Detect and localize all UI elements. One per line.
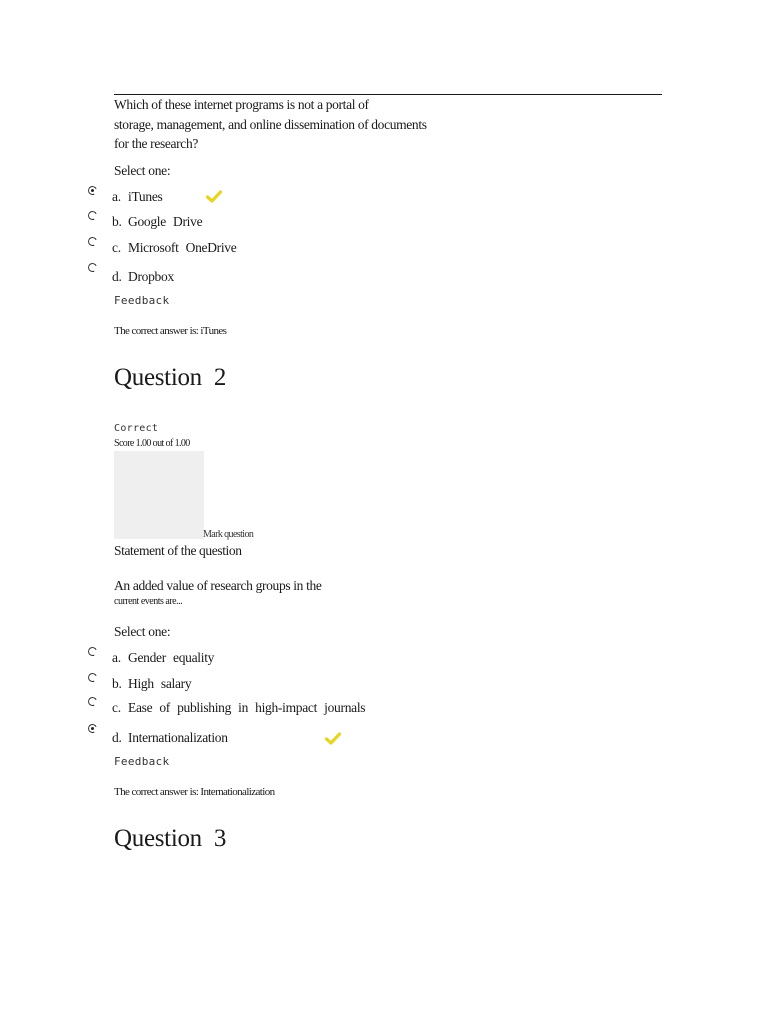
option-label: Dropbox (128, 269, 174, 284)
radio-unchecked-icon[interactable] (87, 210, 99, 222)
question-2-score: Score 1.00 out of 1.00 (114, 438, 190, 449)
correct-check-icon (325, 732, 341, 745)
option-letter: c. (112, 700, 121, 715)
correct-check-icon (206, 190, 222, 203)
question-2-option-c[interactable] (88, 700, 488, 720)
option-label: iTunes (128, 189, 163, 204)
radio-unchecked-icon[interactable] (87, 262, 99, 274)
question-2-option-b[interactable] (88, 676, 488, 696)
question-3-heading: Question 3 (114, 825, 227, 852)
radio-checked-icon[interactable] (87, 723, 99, 735)
question-1-select-one: Select one: (114, 163, 171, 178)
option-letter: b. (112, 676, 122, 691)
option-label: Ease of publishing in high-impact journals (128, 700, 366, 715)
question-2-correct-answer: The correct answer is: Internationalization (114, 786, 275, 798)
question-1-option-c[interactable] (88, 240, 488, 260)
option-label: Gender equality (128, 650, 215, 665)
question-2-statement-label: Statement of the question (114, 543, 242, 558)
option-label: Microsoft OneDrive (128, 240, 237, 255)
option-label: High salary (128, 676, 192, 691)
question-1-line-1: Which of these internet programs is not a portal of (114, 97, 369, 112)
question-1-option-b[interactable] (88, 214, 488, 234)
question-1-option-a[interactable] (88, 189, 488, 209)
mark-question-link[interactable]: Mark question (203, 529, 254, 540)
question-1-text (114, 95, 427, 154)
question-2-option-d[interactable] (88, 730, 488, 750)
option-letter: c. (112, 240, 121, 255)
question-1-feedback-label: Feedback (114, 294, 170, 307)
question-2-heading: Question 2 (114, 364, 227, 391)
radio-unchecked-icon[interactable] (87, 646, 99, 658)
question-2-select-one: Select one: (114, 624, 171, 639)
question-1-correct-answer: The correct answer is: iTunes (114, 325, 227, 337)
question-2-feedback-label: Feedback (114, 755, 170, 768)
option-letter: a. (112, 650, 121, 665)
option-letter: d. (112, 269, 122, 284)
question-2-option-a[interactable] (88, 650, 488, 670)
radio-unchecked-icon[interactable] (87, 236, 99, 248)
question-1-line-2: storage, management, and online dissemination of documents (114, 116, 427, 132)
radio-checked-icon[interactable] (87, 185, 99, 197)
option-letter: b. (112, 214, 122, 229)
option-letter: a. (112, 189, 121, 204)
question-2-text: An added value of research groups in the (114, 578, 322, 593)
option-letter: d. (112, 730, 122, 745)
radio-unchecked-icon[interactable] (87, 672, 99, 684)
option-label: Internationalization (128, 730, 228, 745)
question-2-text-line-2: current events are... (114, 596, 183, 607)
question-1-option-d[interactable] (88, 269, 488, 289)
question-2-state: Correct (114, 423, 159, 434)
option-label: Google Drive (128, 214, 203, 229)
flag-question-box[interactable] (114, 451, 204, 539)
radio-unchecked-icon[interactable] (87, 696, 99, 708)
question-1-line-3: for the research? (114, 136, 198, 151)
